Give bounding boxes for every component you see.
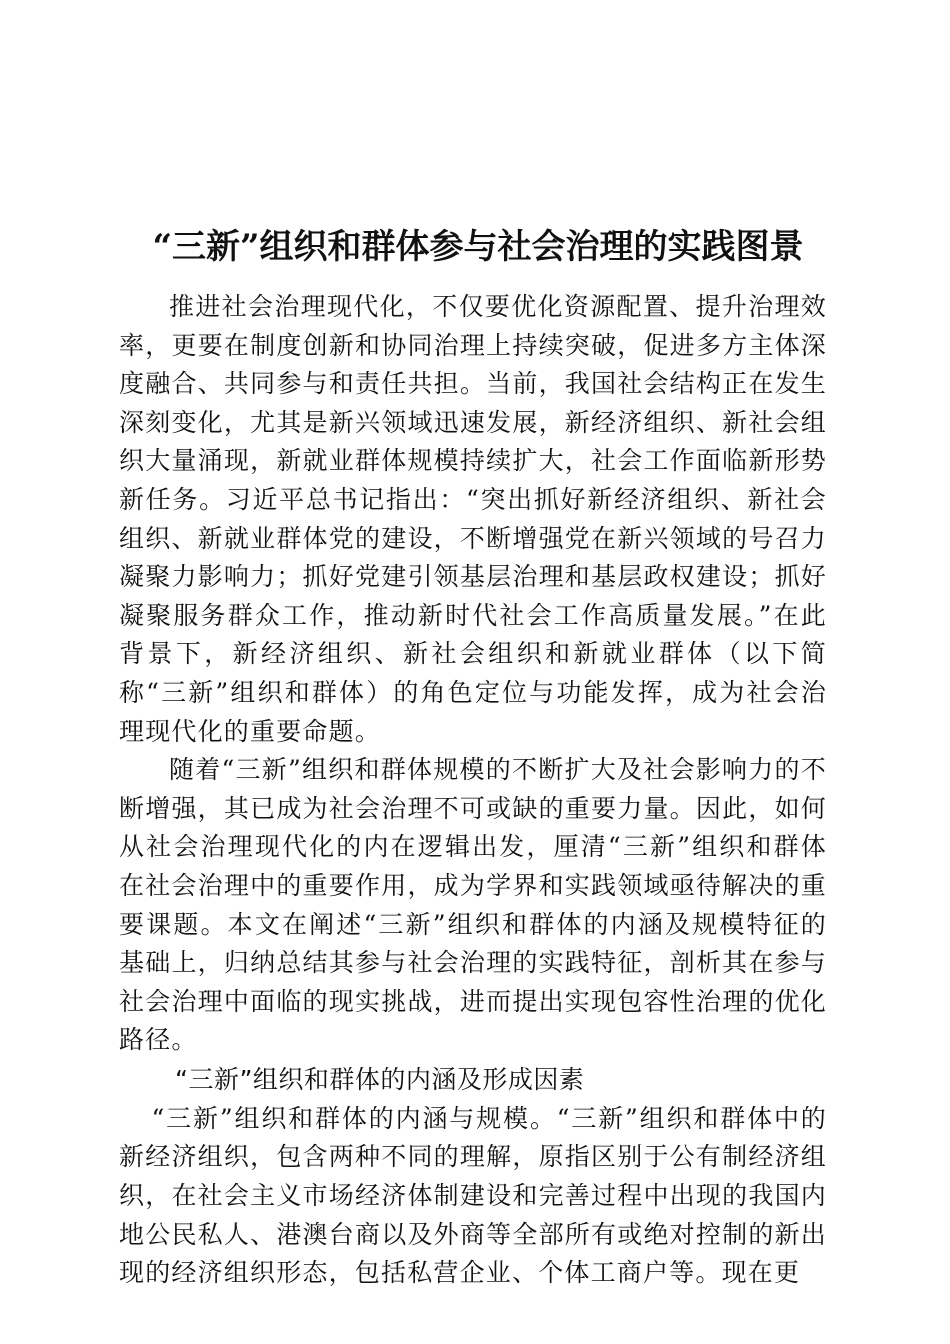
section-paragraph: “三新”组织和群体的内涵与规模。“三新”组织和群体中的新经济组织，包含两种不同的理解，原指区别于公有制经济组织，在社会主义市场经济体制建设和完善过程中出现的我国内地公民私人、港澳台商以及外商等全部所有或绝对控制的新出现的经济组织形态，包括私营企业、个体工商户等。现在更 (119, 1103, 827, 1288)
section-heading: “三新”组织和群体的内涵及形成因素 (175, 1064, 585, 1094)
document-body (119, 288, 827, 1293)
document-title: “三新”组织和群体参与社会治理的实践图景 (152, 226, 804, 267)
body-paragraph-1: 推进社会治理现代化，不仅要优化资源配置、提升治理效率，更要在制度创新和协同治理上持续突破，促进多方主体深度融合、共同参与和责任共担。当前，我国社会结构正在发生深刻变化，尤其是新兴领域迅速发展，新经济组织、新社会组织大量涌现，新就业群体规模持续扩大，社会工作面临新形势新任务。习近平总书记指出：“突出抓好新经济组织、新社会组织、新就业群体党的建设，不断增强党在新兴领域的号召力凝聚力影响力；抓好党建引领基层治理和基层政权建设；抓好凝聚服务群众工作，推动新时代社会工作高质量发展。”在此背景下，新经济组织、新社会组织和新就业群体（以下简称“三新”组织和群体）的角色定位与功能发挥，成为社会治理现代化的重要命题。 (119, 292, 827, 746)
body-paragraph-2: 随着“三新”组织和群体规模的不断扩大及社会影响力的不断增强，其已成为社会治理不可或缺的重要力量。因此，如何从社会治理现代化的内在逻辑出发，厘清“三新”组织和群体在社会治理中的重要作用，成为学界和实践领域亟待解决的重要课题。本文在阐述“三新”组织和群体的内涵及规模特征的基础上，归纳总结其参与社会治理的实践特征，剖析其在参与社会治理中面临的现实挑战，进而提出实现包容性治理的优化路径。 (119, 755, 827, 1055)
